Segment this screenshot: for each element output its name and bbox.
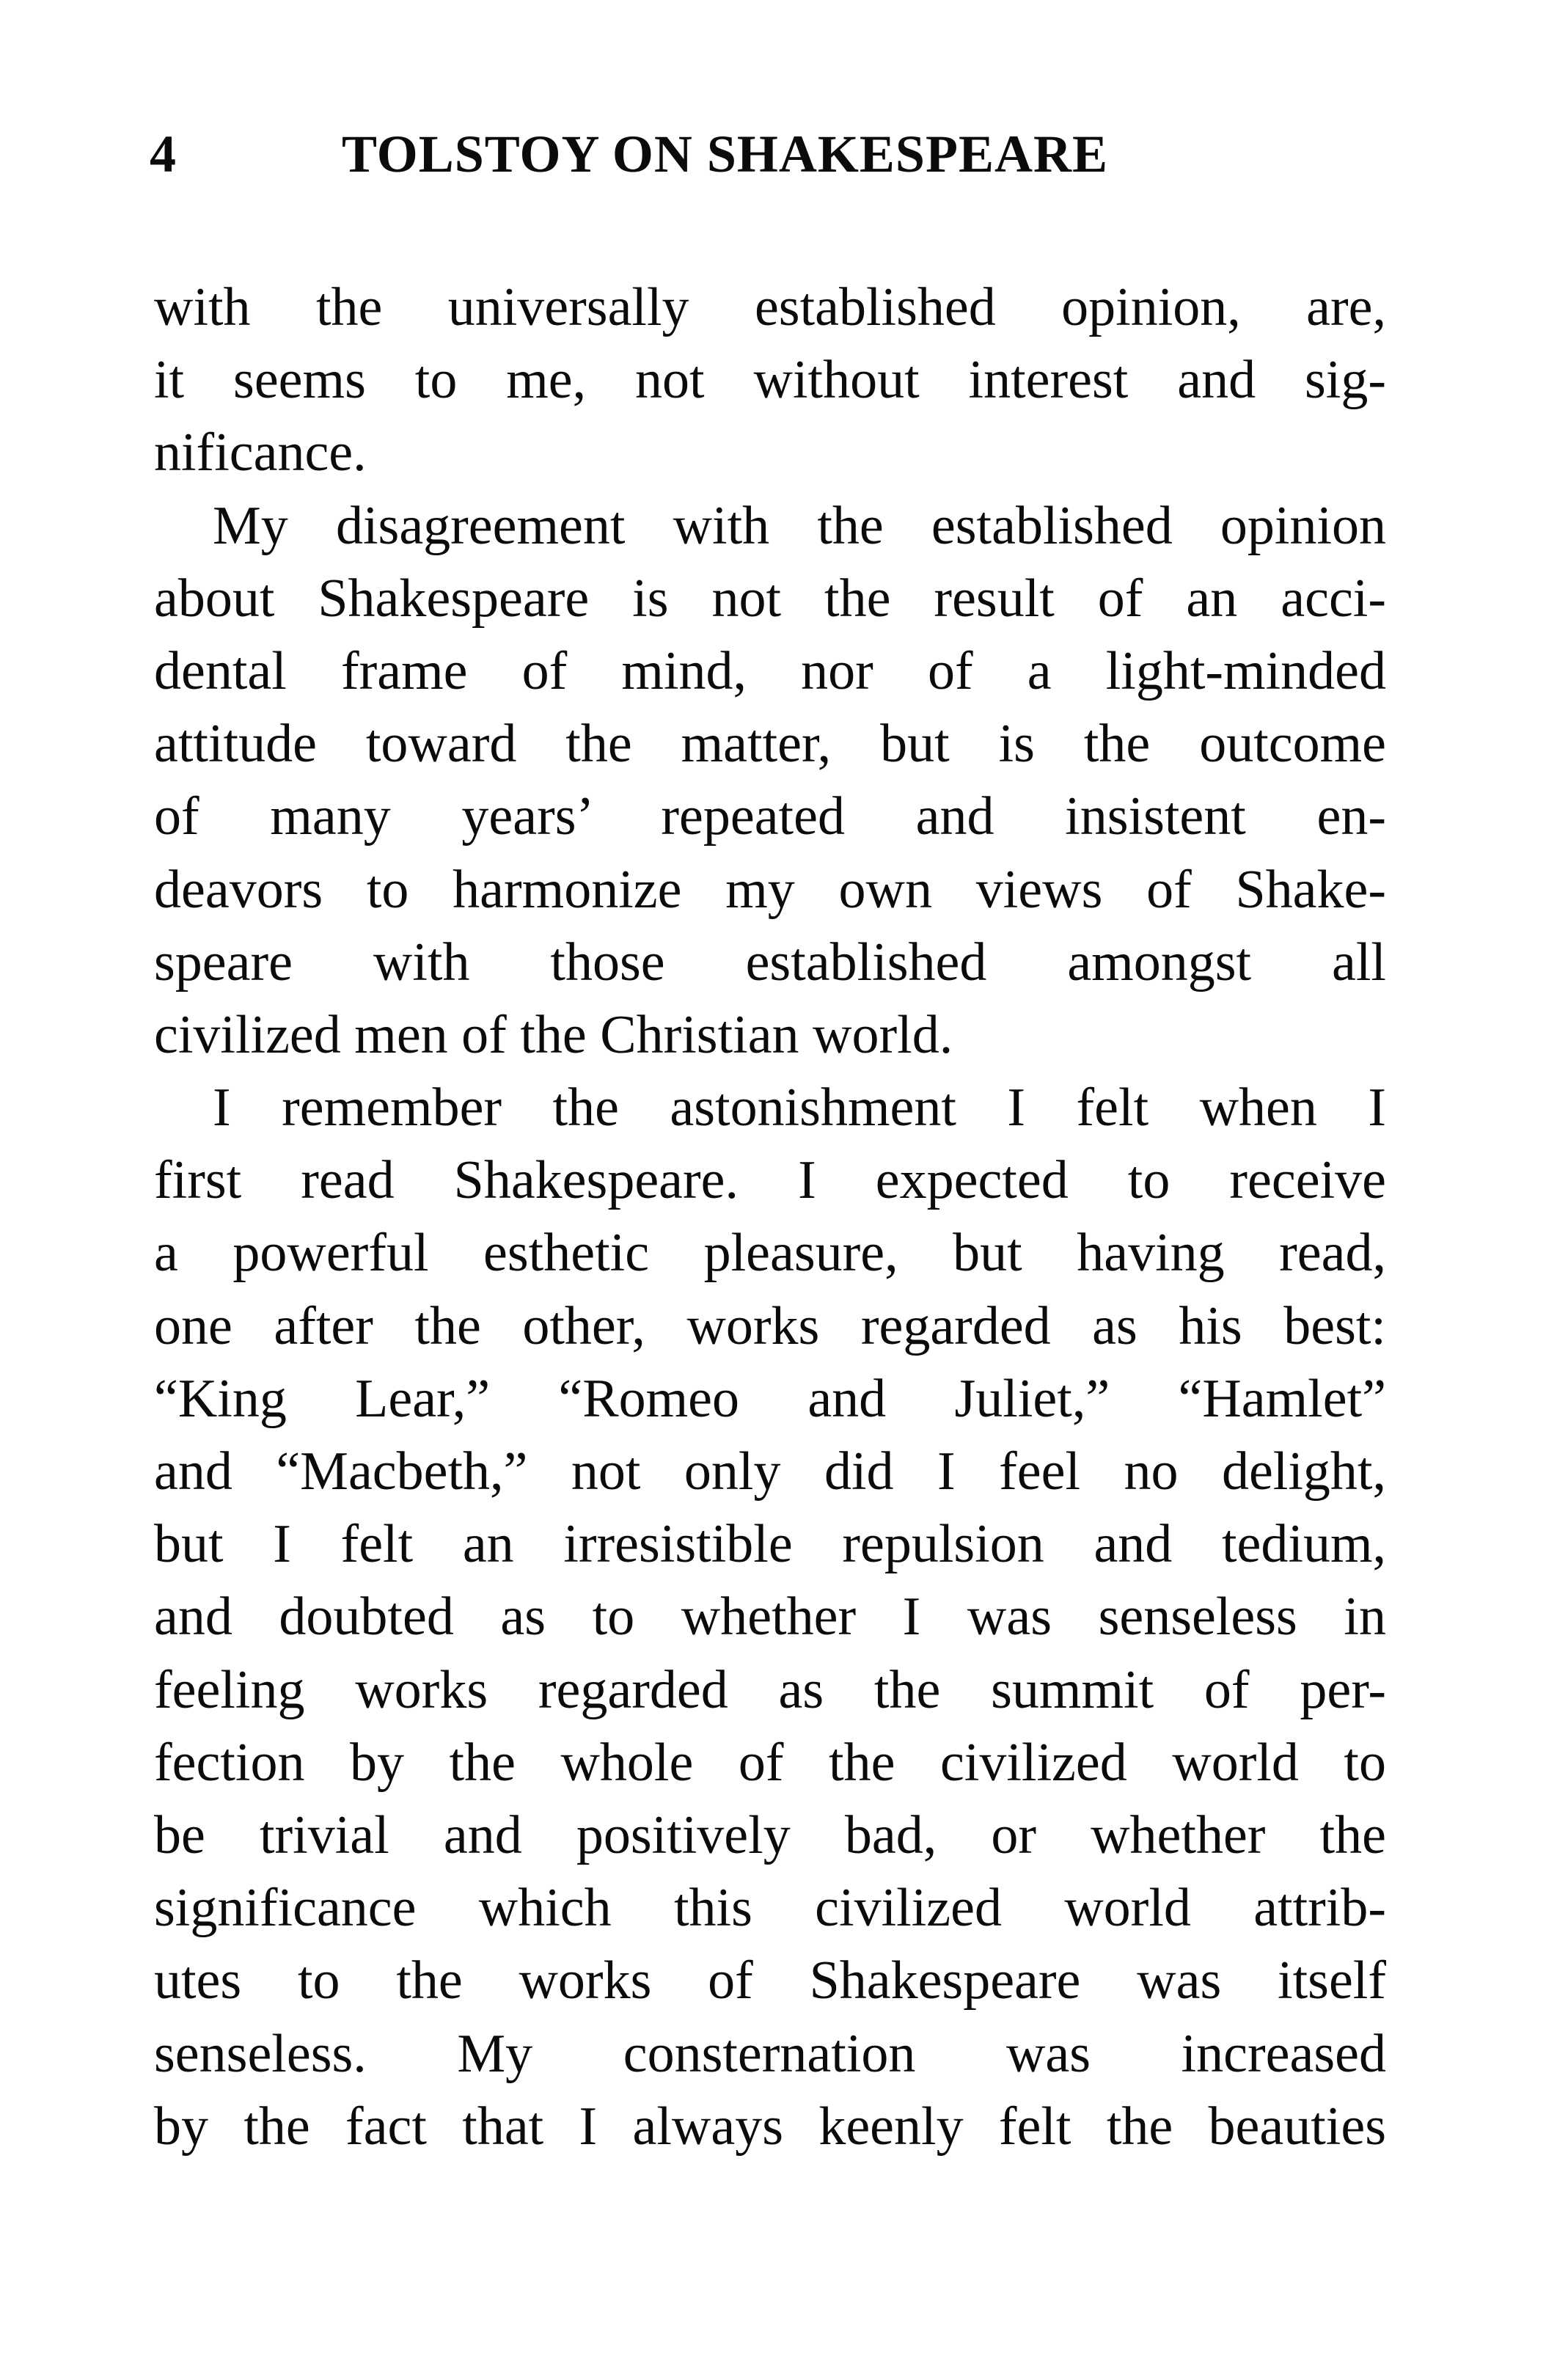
- text-line: civilized men of the Christian world.: [154, 1004, 953, 1065]
- body-text: [154, 271, 1386, 2163]
- text-line: first read Shakespeare. I expected to receive: [154, 1150, 1386, 1211]
- text-line: utes to the works of Shakespeare was itself: [154, 1950, 1386, 2011]
- text-line: a powerful esthetic pleasure, but having read,: [154, 1223, 1386, 1284]
- text-line: with the universally established opinion, are,: [154, 277, 1386, 337]
- text-line: “King Lear,” “Romeo and Juliet,” “Hamlet”: [154, 1368, 1386, 1429]
- page-header: [150, 117, 1382, 191]
- text-line: be trivial and positively bad, or whether the: [154, 1805, 1386, 1865]
- page-number: 4: [150, 125, 177, 183]
- text-line: by the fact that I always keenly felt the beauties: [154, 2096, 1386, 2157]
- text-line: senseless. My consternation was increased: [154, 2023, 1386, 2084]
- running-head: TOLSTOY ON SHAKESPEARE: [342, 125, 1108, 183]
- text-line: it seems to me, not without interest and sig-: [154, 350, 1386, 411]
- text-line: feeling works regarded as the summit of per-: [154, 1659, 1386, 1720]
- text-line: My disagreement with the established opinion: [213, 495, 1386, 556]
- text-line: significance which this civilized world attrib-: [154, 1878, 1386, 1939]
- text-line: speare with those established amongst all: [154, 932, 1386, 992]
- text-line: deavors to harmonize my own views of Shake-: [154, 859, 1386, 920]
- text-line: and “Macbeth,” not only did I feel no delight,: [154, 1441, 1386, 1502]
- text-line: one after the other, works regarded as his best:: [154, 1295, 1386, 1356]
- text-line: attitude toward the matter, but is the outcome: [154, 714, 1386, 775]
- text-line: nificance.: [154, 423, 367, 483]
- text-line: I remember the astonishment I felt when I: [213, 1078, 1386, 1138]
- text-line: of many years’ repeated and insistent en-: [154, 786, 1386, 847]
- text-line: fection by the whole of the civilized world to: [154, 1732, 1386, 1793]
- text-line: but I felt an irresistible repulsion and tedium,: [154, 1514, 1386, 1575]
- text-line: about Shakespeare is not the result of an acci-: [154, 568, 1386, 629]
- text-line: and doubted as to whether I was senseless in: [154, 1587, 1386, 1648]
- text-line: dental frame of mind, nor of a light-minded: [154, 640, 1386, 701]
